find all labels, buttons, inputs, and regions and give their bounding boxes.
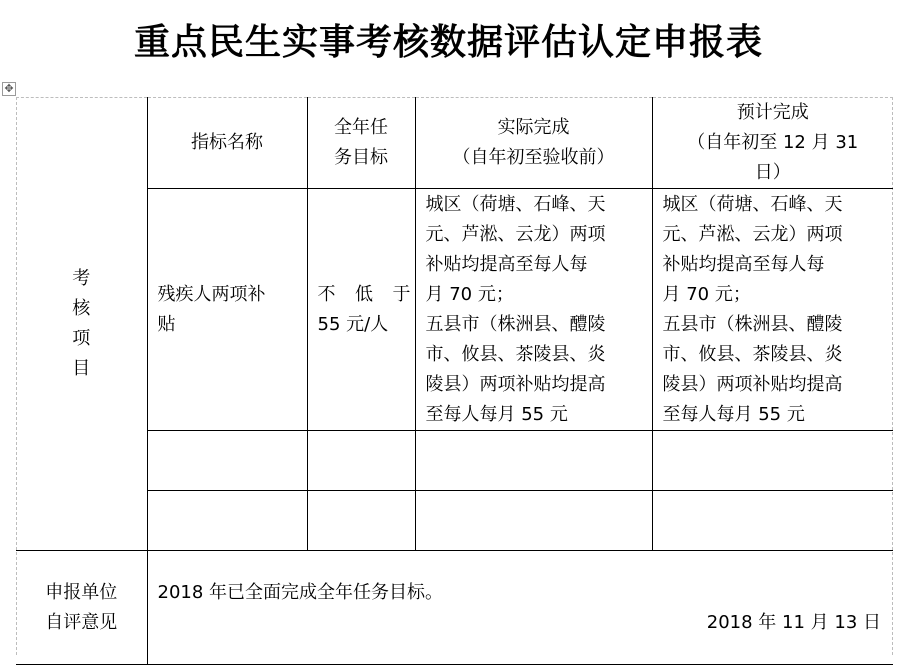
- indicator-cell: 残疾人两项补 贴: [147, 189, 307, 431]
- row-category-label: 考 核 项 目: [72, 268, 91, 379]
- empty-cell[interactable]: [307, 431, 415, 491]
- header-indicator: 指标名称: [147, 98, 307, 189]
- page-title: 重点民生实事考核数据评估认定申报表: [133, 22, 763, 63]
- annual-target-line2: 55 元/人: [317, 313, 389, 335]
- row-category-cell: [16, 98, 147, 551]
- empty-cell[interactable]: [652, 491, 893, 551]
- expected-completion-cell: 城区（荷塘、石峰、天 元、芦淞、云龙）两项 补贴均提高至每人每 月 70 元； 五县市（株洲县、醴陵 市、攸县、茶陵县、炎 陵县）两项补贴均提高 至每人每月 55 元: [652, 189, 893, 431]
- table-move-handle-icon[interactable]: ✥: [2, 82, 16, 96]
- self-eval-content: [147, 551, 893, 665]
- declaration-table: [16, 97, 893, 665]
- header-annual-target: 全年任 务目标: [307, 98, 415, 189]
- empty-cell[interactable]: [307, 491, 415, 551]
- annual-target-cell: [307, 189, 415, 431]
- empty-cell[interactable]: [147, 431, 307, 491]
- header-expected-completion: 预计完成 （自年初至 12 月 31 日）: [652, 98, 893, 189]
- self-eval-text: 2018 年已全面完成全年任务目标。: [157, 581, 444, 603]
- annual-target-line1: 不 低 于: [317, 283, 411, 305]
- actual-completion-cell: 城区（荷塘、石峰、天 元、芦淞、云龙）两项 补贴均提高至每人每 月 70 元； 五县市（株洲县、醴陵 市、攸县、茶陵县、炎 陵县）两项补贴均提高 至每人每月 55 元: [415, 189, 652, 431]
- header-actual-completion: 实际完成 （自年初至验收前）: [415, 98, 652, 189]
- self-eval-row: [16, 551, 893, 665]
- table-row-empty: [16, 491, 893, 551]
- table-row-empty: [16, 431, 893, 491]
- empty-cell[interactable]: [652, 431, 893, 491]
- empty-cell[interactable]: [147, 491, 307, 551]
- self-eval-label: 申报单位 自评意见: [16, 551, 147, 665]
- self-eval-date: 2018 年 11 月 13 日: [706, 611, 881, 633]
- empty-cell[interactable]: [415, 431, 652, 491]
- table-header-row: [16, 98, 893, 189]
- table-row: [16, 189, 893, 431]
- empty-cell[interactable]: [415, 491, 652, 551]
